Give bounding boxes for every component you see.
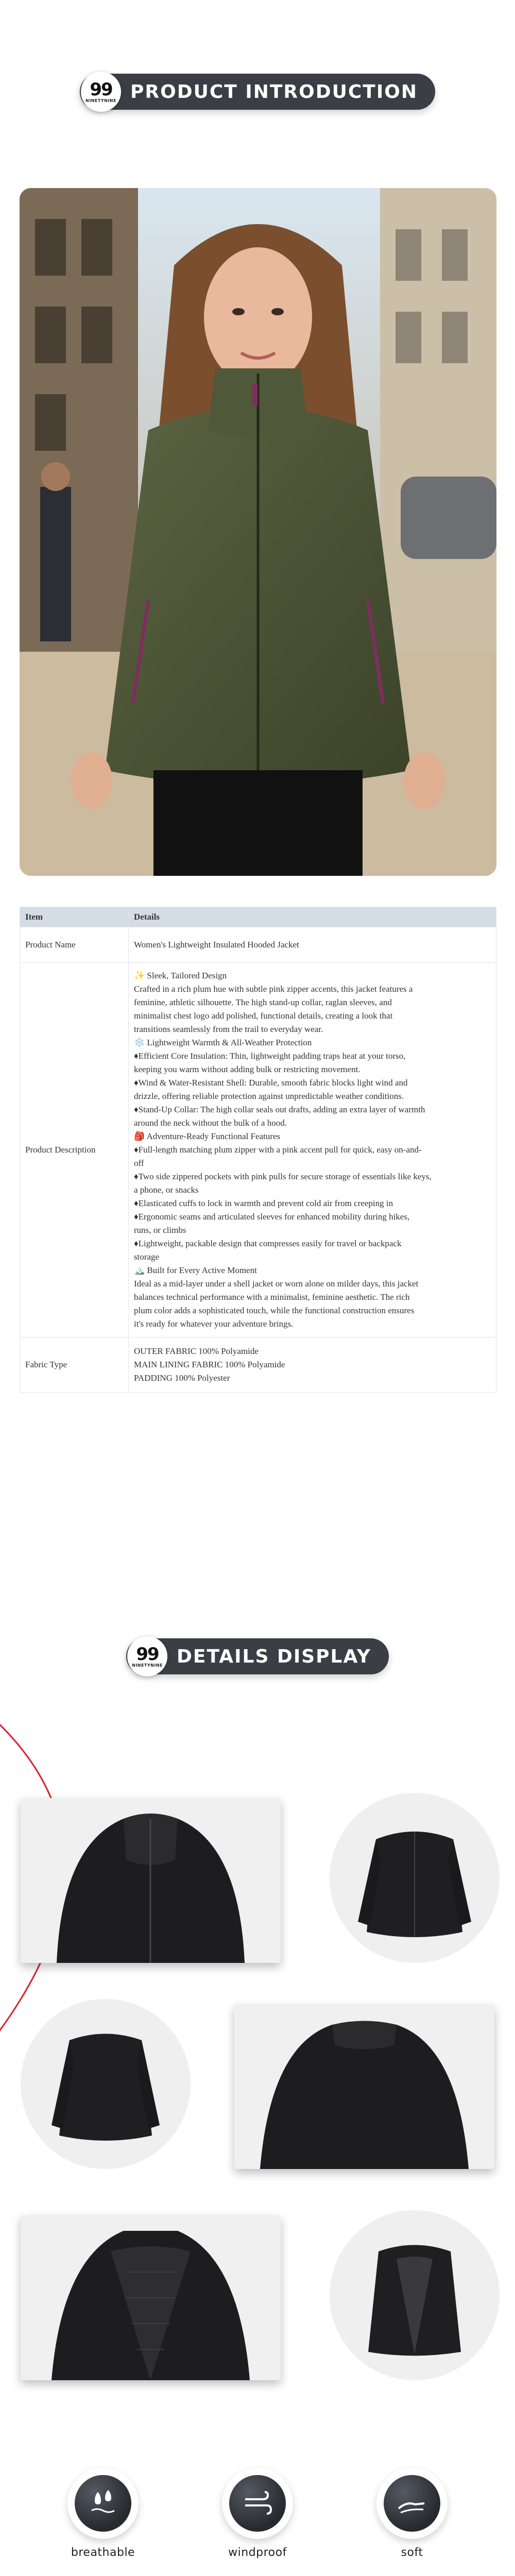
detail-photo-back	[234, 2004, 494, 2169]
detail-photo-back-circle	[21, 1999, 191, 2169]
description-line: ♦Two side zippered pockets with pink pulls for secure storage of essentials like keys,	[134, 1172, 432, 1181]
description-cell	[129, 963, 496, 1337]
jacket-back-illustration	[21, 1999, 191, 2169]
fabric-line: OUTER FABRIC 100% Polyamide	[134, 1346, 259, 1356]
feature-label: soft	[401, 2546, 423, 2559]
wind-swirl-svg	[242, 2488, 273, 2519]
feature-breathable	[46, 2468, 160, 2560]
detail-photo-front	[21, 1798, 281, 1963]
description-line: it's ready for whatever your adventure brings.	[134, 1319, 294, 1329]
table-header-row	[20, 907, 496, 927]
detail-photo-full-front	[330, 1793, 500, 1963]
description-line: ♦Stand-Up Collar: The high collar seals out drafts, adding an extra layer of warmth	[134, 1105, 425, 1114]
header-details: Details	[129, 907, 496, 927]
feature-icon-ring	[376, 2468, 448, 2539]
description-line: around the neck without the bulk of a hood.	[134, 1118, 287, 1128]
section-header-intro	[80, 74, 435, 110]
description-line: drizzle, offering reliable protection against unpredictable weather conditions.	[134, 1091, 404, 1101]
feature-windproof	[201, 2468, 314, 2560]
fabric-line: PADDING 100% Polyester	[134, 1373, 230, 1383]
logo-text: NINETYNINE	[85, 98, 116, 103]
description-line: balances technical performance with a minimalist, feminine aesthetic. The rich	[134, 1292, 410, 1302]
brand-logo	[127, 1636, 167, 1676]
jacket-lining-illustration	[21, 2215, 281, 2380]
feature-icon-ring	[222, 2468, 293, 2539]
feature-label: windproof	[228, 2546, 287, 2559]
description-line: ♦Lightweight, packable design that compresses easily for travel or backpack	[134, 1239, 402, 1248]
table-row	[20, 1337, 496, 1393]
brand-logo	[81, 72, 121, 112]
water-drops-svg	[88, 2488, 118, 2519]
description-line: ✨ Sleek, Tailored Design	[134, 971, 227, 980]
description-line: Crafted in a rich plum hue with subtle pink zipper accents, this jacket features a	[134, 984, 413, 994]
jacket-full-illustration	[330, 1793, 500, 1963]
hero-image	[20, 188, 496, 876]
feature-icon-ring	[67, 2468, 139, 2539]
fabric-line: MAIN LINING FABRIC 100% Polyamide	[134, 1360, 285, 1369]
header-item: Item	[20, 907, 129, 927]
description-line: minimalist chest logo add polished, functional details, creating a look that	[134, 1011, 393, 1021]
detail-photo-lining	[21, 2215, 281, 2380]
row-label-description: Product Description	[20, 963, 129, 1337]
jacket-open-illustration	[330, 2210, 500, 2380]
wind-swirl-icon	[229, 2475, 286, 2532]
water-drops-icon	[75, 2475, 131, 2532]
table-row	[20, 927, 496, 963]
soft-hand-icon	[384, 2475, 440, 2532]
description-line: transitions seamlessly from the trail to everyday wear.	[134, 1024, 323, 1034]
section-header-details	[126, 1638, 389, 1674]
spec-table	[20, 907, 496, 1393]
description-line: Ideal as a mid-layer under a shell jacket or worn alone on milder days, this jacket	[134, 1279, 419, 1289]
description-line: ♦Ergonomic seams and articulated sleeves for enhanced mobility during hikes,	[134, 1212, 410, 1222]
description-line: runs, or climbs	[134, 1225, 186, 1235]
hero-illustration	[20, 188, 496, 876]
row-label-product-name: Product Name	[20, 927, 129, 963]
row-label-fabric: Fabric Type	[20, 1337, 129, 1393]
jacket-front-illustration	[21, 1798, 281, 1963]
feature-label: breathable	[71, 2546, 135, 2559]
fabric-cell	[129, 1337, 496, 1393]
description-line: ♦Full-length matching plum zipper with a pink accent pull for quick, easy on-and-	[134, 1145, 422, 1155]
description-line: feminine, athletic silhouette. The high stand-up collar, raglan sleeves, and	[134, 997, 392, 1007]
soft-hand-svg	[397, 2488, 427, 2519]
description-line: ♦Wind & Water-Resistant Shell: Durable, smooth fabric blocks light wind and	[134, 1078, 408, 1088]
description-line: off	[134, 1158, 144, 1168]
description-line: storage	[134, 1252, 160, 1262]
description-line: ♦Elasticated cuffs to lock in warmth and prevent cold air from creeping in	[134, 1198, 393, 1208]
product-name-value: Women's Lightweight Insulated Hooded Jacket	[129, 927, 496, 963]
description-line: ♦Efficient Core Insulation: Thin, lightweight padding traps heat at your torso,	[134, 1051, 406, 1061]
description-line: keeping you warm without adding bulk or restricting movement.	[134, 1064, 360, 1074]
section-title-intro: PRODUCT INTRODUCTION	[130, 81, 418, 103]
description-line: 🎒 Adventure-Ready Functional Features	[134, 1131, 281, 1141]
logo-number: 99	[136, 1643, 159, 1665]
description-line: plum color adds a sophisticated touch, while the functional construction ensures	[134, 1306, 415, 1315]
description-line: a phone, or snacks	[134, 1185, 199, 1195]
section-title-details: DETAILS DISPLAY	[177, 1646, 371, 1667]
description-line: 🏔️ Built for Every Active Moment	[134, 1265, 257, 1275]
jacket-back-closeup-illustration	[234, 2004, 494, 2169]
feature-soft	[355, 2468, 469, 2560]
detail-photo-open-front	[330, 2210, 500, 2380]
logo-text: NINETYNINE	[132, 1663, 163, 1668]
description-line: ❄️ Lightweight Warmth & All-Weather Protection	[134, 1038, 312, 1047]
logo-number: 99	[90, 79, 112, 100]
table-row	[20, 963, 496, 1337]
